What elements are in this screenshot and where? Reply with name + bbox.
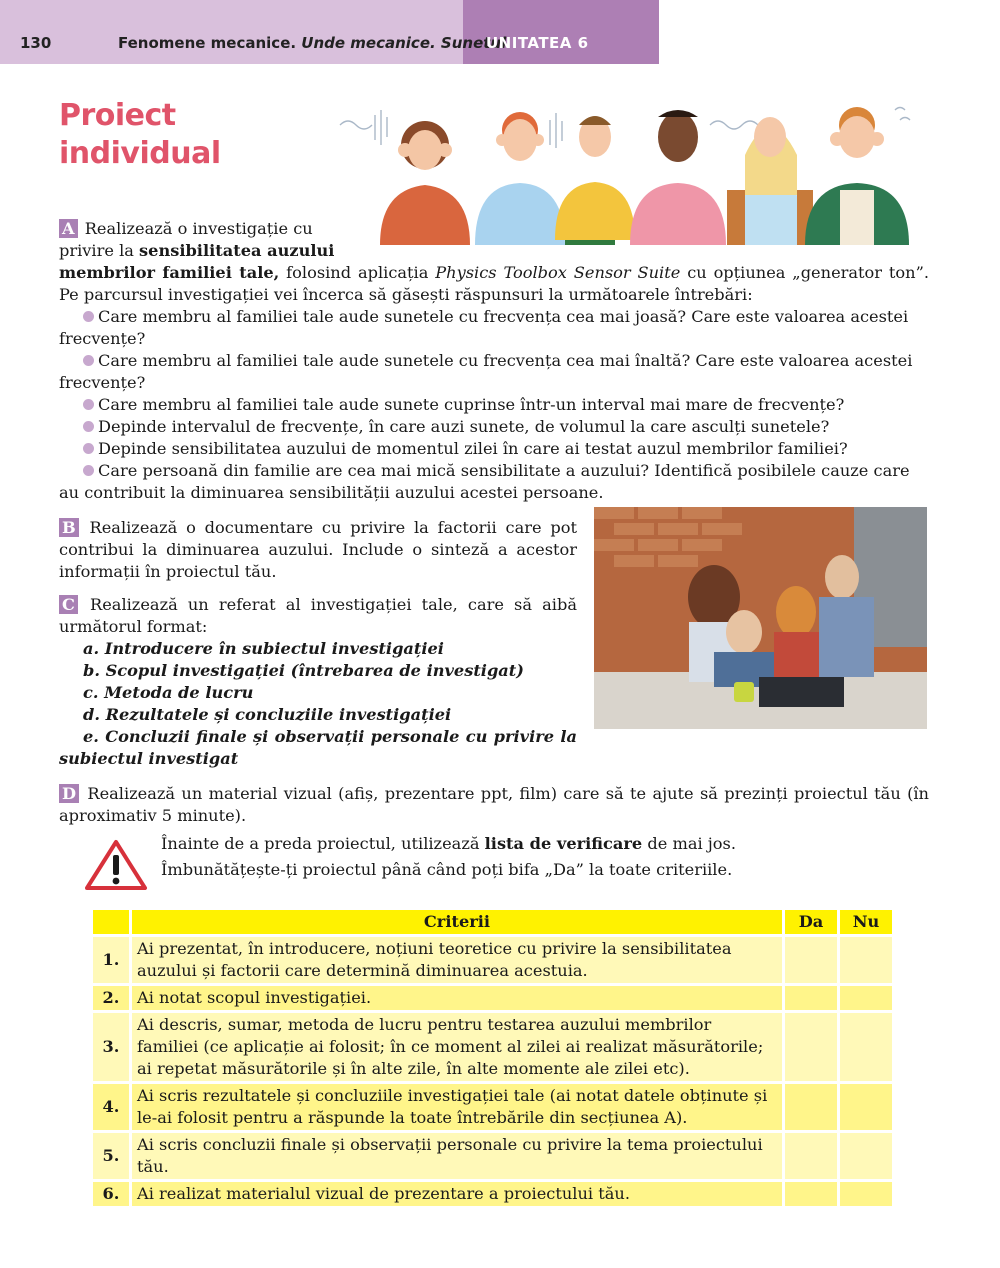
checkbox-da[interactable]	[785, 1182, 837, 1206]
header-number	[93, 910, 129, 934]
format-item: e. Concluzii finale și observații personale cu privire la subiectul investigat	[59, 727, 577, 768]
section-b-label: B	[59, 518, 79, 537]
question-item: Care membru al familiei tale aude sunetele cu frecvența cea mai înaltă? Care este valoarea acestei frecvențe?	[59, 351, 913, 392]
header-band-light	[0, 0, 463, 64]
format-item: c. Metoda de lucru	[83, 683, 254, 702]
bullet-icon	[83, 355, 94, 366]
header-nu: Nu	[840, 910, 892, 934]
warning-text: Înainte de a preda proiectul, utilizează lista de verificare de mai jos. Îmbunătățește-ți proiectul până când poți bifa „Da” la toate criteriile.	[161, 834, 737, 879]
question-item: Care membru al familiei tale aude sunete cuprinse într-un interval mai mare de frecvențe?	[59, 394, 929, 416]
table-row: 1. Ai prezentat, în introducere, noțiuni teoretice cu privire la sensibilitatea auzului și factorii care determină diminuarea acestuia.	[93, 937, 892, 983]
bullet-icon	[83, 399, 94, 410]
checkbox-nu[interactable]	[840, 1084, 892, 1130]
table-header-row	[93, 910, 892, 934]
section-a-label: A	[59, 219, 78, 238]
table-row: 4. Ai scris rezultatele și concluziile investigației tale (ai notat datele obținute și le-ai folosit pentru a răspunde la toate întrebările din secțiunea A).	[93, 1084, 892, 1130]
section-d-label: D	[59, 784, 79, 803]
question-item: Depinde sensibilitatea auzului de momentul zilei în care ai testat auzul membrilor familiei?	[59, 438, 929, 460]
section-d: D Realizează un material vizual (afiș, prezentare ppt, film) care să te ajute să prezinți proiectul tău (în aproximativ 5 minute).	[59, 784, 929, 825]
question-item: Care persoană din familie are cea mai mică sensibilitate a auzului? Identifică posibilele cauze care au contribuit la diminuarea sensibilității auzului acestei persoane.	[59, 461, 910, 502]
bullet-icon	[83, 465, 94, 476]
table-row: 5. Ai scris concluzii finale și observații personale cu privire la tema proiectului tău.	[93, 1133, 892, 1179]
checkbox-da[interactable]	[785, 1013, 837, 1081]
table-row: 3. Ai descris, sumar, metoda de lucru pentru testarea auzului membrilor familiei (ce aplicație ai folosit; în ce moment al zilei ai realizat măsurătorile; ai repetat măsurătorile și în alte zile, în alte momente ale zilei etc).	[93, 1013, 892, 1081]
section-c-label: C	[59, 595, 78, 614]
question-item: Depinde intervalul de frecvențe, în care auzi sunete, de volumul la care asculți sunetele?	[59, 416, 929, 438]
project-title: Proiect individual	[59, 98, 221, 171]
format-item: a. Introducere în subiectul investigației	[83, 639, 444, 658]
checkbox-nu[interactable]	[840, 937, 892, 983]
checkbox-nu[interactable]	[840, 1182, 892, 1206]
checklist-table	[90, 907, 895, 1209]
checkbox-nu[interactable]	[840, 986, 892, 1010]
checkbox-da[interactable]	[785, 937, 837, 983]
checkbox-nu[interactable]	[840, 1013, 892, 1081]
format-item: d. Rezultatele și concluziile investigației	[83, 705, 452, 724]
header-band-dark	[463, 0, 659, 64]
format-item: b. Scopul investigației (întrebarea de investigat)	[83, 661, 524, 680]
bullet-icon	[83, 443, 94, 454]
warning-icon	[84, 839, 148, 891]
table-row: 2. Ai notat scopul investigației.	[93, 986, 892, 1010]
page-number: 130	[20, 34, 52, 52]
section-c: C Realizează un referat al investigației tale, care să aibă următorul format: a. Introducere în subiectul investigației b. Scopul investigației (întrebarea de investigat) c. Metoda de lucru d. Rezultatele și concluziile investigației e. Concluzii finale și observații personale cu privire la subiectul investigat	[59, 595, 577, 768]
checkbox-da[interactable]	[785, 1084, 837, 1130]
chapter-title: Fenomene mecanice. Unde mecanice. Sunetul	[118, 34, 507, 52]
question-item: Care membru al familiei tale aude sunetele cu frecvența cea mai joasă? Care este valoarea acestei frecvențe?	[59, 307, 909, 348]
page-header	[0, 0, 1000, 64]
checkbox-da[interactable]	[785, 1133, 837, 1179]
table-row: 6. Ai realizat materialul vizual de prezentare a proiectului tău.	[93, 1182, 892, 1206]
section-a: A Realizează o investigație cu privire la sensibilitatea auzului membrilor familiei tale, folosind aplicația Physics Toolbox Sensor Suite cu opțiunea „generator ton”. Pe parcursul investigației vei încerca să găsești răspunsuri la următoarele întrebări: Care membru al familiei tale aude sunetele cu frecvența cea mai joasă? Care este valoarea acestei frecvențe? Care membru al familiei tale aude sunetele cu frecvența cea mai înaltă? Care este valoarea acestei frecvențe? Care membru al familiei tale aude sunete cuprinse într-un interval mai mare de frecvențe? Depinde intervalul de frecvențe, în care auzi sunete, de volumul la care asculți sunetele? Depinde sensibilitatea auzului de momentul zilei în care ai testat auzul membrilor familiei? Care persoană din familie are cea mai mică sensibilitate a auzului? Identifică posibilele cauze care au contribuit la diminuarea sensibilității auzului acestei persoane.	[59, 219, 929, 502]
bullet-icon	[83, 421, 94, 432]
header-da: Da	[785, 910, 837, 934]
checkbox-da[interactable]	[785, 986, 837, 1010]
section-b: B Realizează o documentare cu privire la factorii care pot contribui la diminuarea auzului. Include o sinteză a acestor informații în proiectul tău.	[59, 518, 577, 581]
unit-label: UNITATEA 6	[486, 34, 589, 52]
checkbox-nu[interactable]	[840, 1133, 892, 1179]
bullet-icon	[83, 311, 94, 322]
students-laptop-photo	[594, 507, 927, 729]
header-criterii: Criterii	[132, 910, 782, 934]
